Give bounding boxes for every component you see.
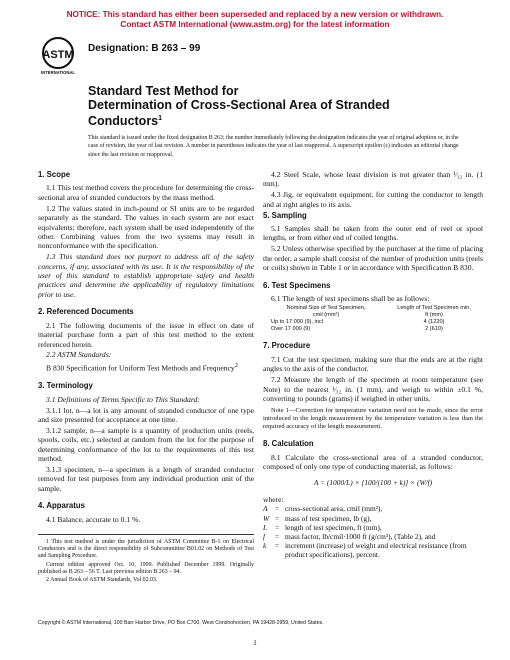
notice-line-2: Contact ASTM International (www.astm.org) for the latest information <box>120 20 390 29</box>
section-test-specimens-heading: 6. Test Specimens <box>263 280 331 290</box>
right-column <box>263 170 483 560</box>
table-cell-size: Over 17 000 (9) <box>271 326 311 333</box>
table-cell-length: 2 (610) <box>425 326 443 333</box>
section-procedure-heading: 7. Procedure <box>263 341 311 351</box>
definition-row: k = increment (increase) of weight and electrical resistance (from product specifications), percent. <box>263 541 467 560</box>
withdrawn-notice <box>0 10 510 30</box>
designation: Designation: B 263 – 99 <box>88 43 201 54</box>
notice-line-1: NOTICE: This standard has either been superseded and replaced by a new version or withdrawn. <box>66 10 444 19</box>
para-8-1: 8.1 Calculate the cross-sectional area of a stranded conductor, composed of only one type of conducting material, as follows: <box>263 452 483 472</box>
section-apparatus-heading: 4. Apparatus <box>38 501 85 511</box>
title-line-3: Conductors$^1$ <box>88 114 163 129</box>
para-7-2: 7.2 Measure the length of the specimen at room temperature (see Note) to the nearest ¹⁄₃₂ in. (1 mm), and weigh to within ±0.1 %, converting to pounds (grams) if weighed in other units. <box>263 375 483 403</box>
table-row <box>271 319 479 326</box>
copyright-line: Copyright © ASTM International, 100 Barr Harbor Drive, PO Box C700, West Conshohocken, PA 19428-2959, United States. <box>38 620 324 626</box>
variable-definitions <box>263 504 483 559</box>
para-1-1: 1.1 This test method covers the procedure for determining the cross-sectional area of stranded conductors by the mass method. <box>38 183 254 202</box>
area-formula: A = (1000/L) × [100/(100 + k)] × (W/f) <box>313 477 433 487</box>
table-cell-size: Up to 17 000 (9), incl <box>271 319 323 326</box>
note-1: Note 1—Correction for temperature variation need not be made, since the error introduced in the length measurement by the temperature variation is less than the required accuracy of the length measurement. <box>263 407 483 431</box>
table-header-length: Length of Test Specimen min, ft (mm) <box>397 305 471 319</box>
para-5-1: 5.1 Samples shall be taken from the outer end of reel or spool lengths, or from either end of coiled lengths. <box>263 224 483 243</box>
table-header-row <box>271 305 479 319</box>
definition-row: f = mass factor, lb/cmil·1000 ft (g/cm³), (Table 2), and <box>263 531 436 541</box>
para-2-2: 2.2 ASTM Standards: <box>46 350 112 360</box>
para-6-1: 6.1 The length of test specimens shall be as follows: <box>271 293 430 303</box>
section-scope-heading: 1. Scope <box>38 170 71 179</box>
para-3-1-1: 3.1.1 lot, n—a lot is any amount of stranded conductor of one type and size presented for acceptance at one time. <box>38 405 254 424</box>
definition-row: L = length of test specimen, ft (mm), <box>263 522 382 532</box>
reference-b830: B 830 Specification for Uniform Test Methods and Frequency$^2$ <box>46 362 238 373</box>
issuance-note: This standard is issued under the fixed designation B 263; the number immediately following the designation indicates the year of original adoption or, in the case of revision, the year of last revision. A number in parentheses indicates the year of last reapproval. A superscript epsilon (ε) indicates an editorial change since the last revision or reapproval. <box>88 135 459 158</box>
title-footnote-ref: 1 <box>158 115 163 122</box>
title-line-2: Determination of Cross-Sectional Area of Stranded <box>88 98 390 112</box>
para-1-3: 1.3 This standard does not purport to address all of the safety concerns, if any, associated with its use. It is the responsibility of the user of this standard to establish appropriate safety and health practices and determine the applicability of regulatory limitations prior to use. <box>38 252 254 299</box>
para-3-1-3: 3.1.3 specimen, n—a specimen is a length of stranded conductor removed for test purposes from any individual production unit of the sample. <box>38 465 254 493</box>
section-sampling-heading: 5. Sampling <box>263 210 307 220</box>
definition-row: W = mass of test specimen, lb (g), <box>263 513 372 523</box>
page-number: 1 <box>253 638 257 647</box>
section-terminology-heading: 3. Terminology <box>38 381 93 391</box>
footnotes <box>38 534 254 585</box>
table-header-size: Nominal Size of Test Specimen, cmil (mm²) <box>286 305 366 319</box>
specimen-length-table <box>271 305 479 333</box>
footnote-1-edition: Current edition approved Oct. 10, 1999. Published December 1999. Originally published as B 263 – 56 T. Last previous edition B 263 – 94. <box>38 561 254 575</box>
astm-logo-icon <box>38 36 78 76</box>
logo-text: INTERNATIONAL <box>41 70 75 75</box>
para-5-2: 5.2 Unless otherwise specified by the purchaser at the time of placing the order, a sample shall consist of the number of production units (reels or coils) shown in Table 1 or in accordance with Specification B 830. <box>263 244 483 273</box>
table-row <box>271 326 479 333</box>
para-4-2: 4.2 Steel Scale, whose least division is not greater than ¹⁄₃₂ in. (1 mm). <box>263 170 483 189</box>
definition-row: A = cross-sectional area, cmil (mm²), <box>263 504 383 514</box>
footnote-1: 1 This test method is under the jurisdiction of ASTM Committee B-1 on Electrical Conductors and is the direct responsibility of Subcommittee B01.02 on Methods of Test and Sampling Procedure. <box>38 539 254 560</box>
para-2-1: 2.1 The following documents of the issue in effect on date of material purchase form a part of this test method to the extent referenced herein. <box>38 320 254 349</box>
para-4-3: 4.3 Jig, or equivalent equipment, for cutting the conductor to length and at right angles to its axis. <box>263 190 483 209</box>
svg-text:ASTM: ASTM <box>42 49 74 61</box>
para-4-1: 4.1 Balance, accurate to 0.1 %. <box>46 514 141 524</box>
left-column <box>38 170 254 526</box>
para-3-1-2: 3.1.2 sample, n—a sample is a quantity of production units (reels, spools, coils, etc.) selected at random from the lot for the purpose of determining conformance of the lot to the requirements of this test method. <box>38 425 254 464</box>
section-referenced-documents-heading: 2. Referenced Documents <box>38 307 134 317</box>
where-label: where: <box>263 494 284 504</box>
para-1-2: 1.2 The values stated in inch-pound or SI units are to be regarded separately as the standard. The values in each system are not exact equivalents; therefore, each system shall be used independently of the other. Combining values from the two systems may result in nonconformance with the specification. <box>38 203 254 251</box>
table-cell-length: 4 (1220) <box>423 319 445 326</box>
title-line-1: Standard Test Method for <box>88 84 239 98</box>
document-title <box>88 84 390 128</box>
para-3-1: 3.1 Definitions of Terms Specific to This Standard: <box>46 394 200 404</box>
section-calculation-heading: 8. Calculation <box>263 439 314 449</box>
para-7-1: 7.1 Cut the test specimen, making sure that the ends are at the right angles to the axis of the conductor. <box>263 354 483 374</box>
footnote-2: 2 Annual Book of ASTM Standards, Vol 02.03. <box>46 577 158 584</box>
